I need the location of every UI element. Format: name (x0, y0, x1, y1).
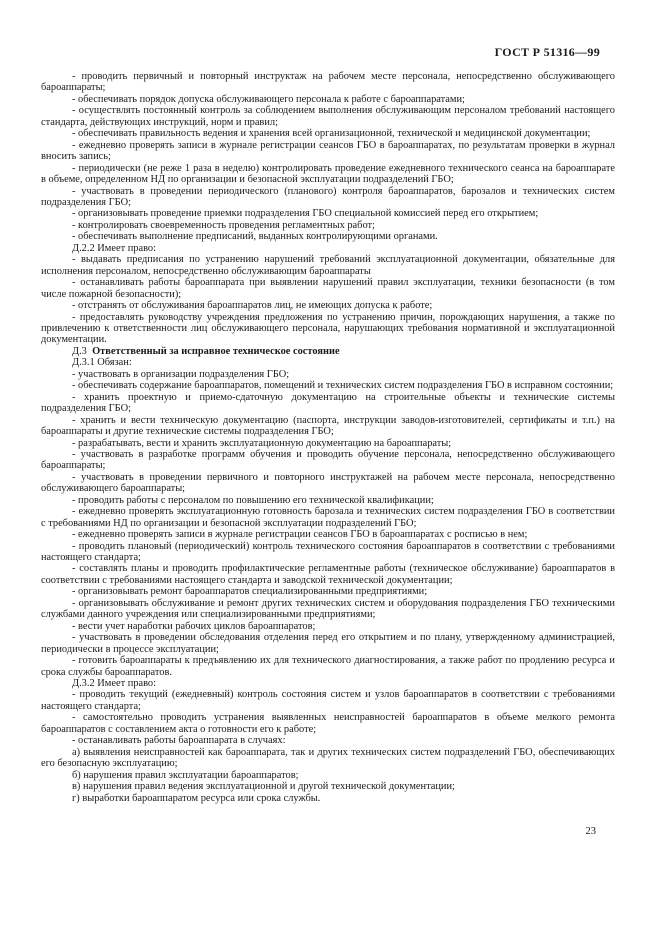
paragraph: - ежедневно проверять записи в журнале регистрации сеансов ГБО в бароаппаратах, по результатам проверки в журнал вносить запись; (41, 139, 615, 163)
paragraph: - участвовать в организации подразделения ГБО; (72, 368, 290, 380)
document-body (41, 71, 615, 804)
paragraph: - вести учет наработки рабочих циклов бароаппаратов; (72, 620, 316, 632)
paragraph: в) нарушения правил ведения эксплуатационной и другой технической документации; (72, 781, 455, 793)
paragraph: - участвовать в проведении периодического (планового) контроля бароаппаратов, барозалов и технических систем подразделения ГБО; (41, 185, 615, 208)
paragraph: - организовывать проведение приемки подразделения ГБО специальной комиссией перед его открытием; (72, 208, 539, 220)
paragraph: - проводить работы с персоналом по повышению его технической квалификации; (72, 494, 434, 506)
paragraph: - разрабатывать, вести и хранить эксплуатационную документацию на бароаппараты; (72, 437, 452, 449)
paragraph: - обеспечивать правильность ведения и хранения всей организационной, технической и медицинской документации; (72, 128, 591, 140)
paragraph: - останавливать работы бароаппарата в случаях: (72, 735, 286, 747)
paragraph: - предоставлять руководству учреждения предложения по устранению причин, порождающих нарушения, а также по привлечению к ответственности лиц обслуживающего персонала, нарушающих требования нормативной и эксплуатационной документации. (41, 311, 615, 346)
paragraph: Д.3.1 Обязан: (72, 357, 132, 369)
paragraph: - обеспечивать выполнение предписаний, выданных контролирующими органами. (72, 231, 438, 243)
paragraph: - проводить первичный и повторный инструктаж на рабочем месте персонала, непосредственно обслуживающего бароаппараты; (41, 71, 615, 94)
paragraph: Д.3.2 Имеет право: (72, 678, 156, 690)
paragraph: - хранить и вести техническую документацию (паспорта, инструкции заводов-изготовителей, сертификаты и т.п.) на бароаппараты и другие технические системы подразделения ГБО; (41, 414, 615, 438)
paragraph: - участвовать в проведении первичного и повторного инструктажей на рабочем месте персонала, непосредственно обслуживающего бароаппараты; (41, 471, 615, 495)
paragraph: - ежедневно проверять эксплуатационную готовность барозала и технических систем подразделения ГБО в соответствии с требованиями НД по организации и безопасной эксплуатации подразделений ГБО; (41, 506, 615, 529)
paragraph: - отстранять от обслуживания бароаппаратов лиц, не имеющих допуска к работе; (72, 300, 433, 312)
section-heading-number: Д.3 (72, 345, 93, 357)
section-heading-title: Ответственный за исправное техническое состояние (92, 345, 340, 357)
paragraph: - готовить бароаппараты к предъявлению их для технического диагностирования, а также работ по продлению ресурса и срока службы бароаппаратов. (41, 655, 615, 678)
paragraph: Д.2.2 Имеет право: (72, 242, 156, 254)
section-heading (41, 346, 615, 357)
paragraph: г) выработки бароаппаратом ресурса или срока службы. (72, 792, 321, 804)
paragraph: - проводить плановый (периодический) контроль технического состояния бароаппаратов в соответствии с требованиями настоящего стандарта; (41, 540, 615, 564)
paragraph: - периодически (не реже 1 раза в неделю) контролировать проведение ежедневного технического сеанса на бароаппарате в объеме, определенном НД по организации и безопасной эксплуатации подразделений ГБО; (41, 162, 615, 186)
page-number: 23 (585, 826, 596, 837)
paragraph: - организовывать ремонт бароаппаратов специализированными предприятиями; (72, 586, 428, 598)
paragraph: - составлять планы и проводить профилактические регламентные работы (техническое обслуживание) бароаппаратов в соответствии с требованиями настоящего стандарта и заводской технической документации; (41, 563, 615, 586)
paragraph: - обеспечивать содержание бароаппаратов, помещений и технических систем подразделения ГБО в исправном состоянии; (72, 380, 614, 392)
paragraph: - участвовать в проведении обследования отделения перед его открытием и по плану, утвержденному администрацией, периодически в процессе эксплуатации; (41, 632, 615, 655)
paragraph: а) выявления неисправностей как бароаппарата, так и других технических систем подразделений ГБО, обеспечивающих его безопасную эксплуатацию; (41, 746, 615, 770)
paragraph: - участвовать в разработке программ обучения и проводить обучение персонала, непосредственно обслуживающего бароаппараты; (41, 448, 615, 472)
paragraph: - проводить текущий (ежедневный) контроль состояния систем и узлов бароаппаратов в соответствии с требованиями настоящего стандарта; (41, 689, 615, 712)
paragraph: б) нарушения правил эксплуатации бароаппаратов; (72, 769, 299, 781)
paragraph: - самостоятельно проводить устранения выявленных неисправностей бароаппаратов в объеме мелкого ремонта бароаппаратов с составлением акта о готовности его к работе; (41, 712, 615, 735)
standard-code-header: ГОСТ Р 51316—99 (494, 45, 600, 59)
paragraph: - осуществлять постоянный контроль за соблюдением выполнения обслуживающим персоналом требований настоящего стандарта, действующих инструкций, норм и правил; (41, 105, 615, 128)
paragraph: - выдавать предписания по устранению нарушений требований эксплуатационной документации, обязательные для исполнения персоналом, непосредственно обслуживающим бароаппараты (41, 254, 615, 277)
paragraph: - ежедневно проверять записи в журнале регистрации сеансов ГБО в бароаппаратах с росписью в нем; (72, 529, 528, 541)
paragraph: - обеспечивать порядок допуска обслуживающего персонала к работе с бароаппаратами; (72, 93, 465, 105)
paragraph: - хранить проектную и приемо-сдаточную документацию на строительные объекты и технические системы подразделения ГБО; (41, 391, 615, 415)
paragraph: - контролировать своевременность проведения регламентных работ; (72, 219, 375, 231)
paragraph: - останавливать работы бароаппарата при выявлении нарушений правил эксплуатации, техники безопасности (в том числе пожарной безопасности); (41, 277, 615, 300)
paragraph: - организовывать обслуживание и ремонт других технических систем и оборудования подразделения ГБО техническими службами данного учреждения или специализированными предприятиями; (41, 597, 615, 621)
